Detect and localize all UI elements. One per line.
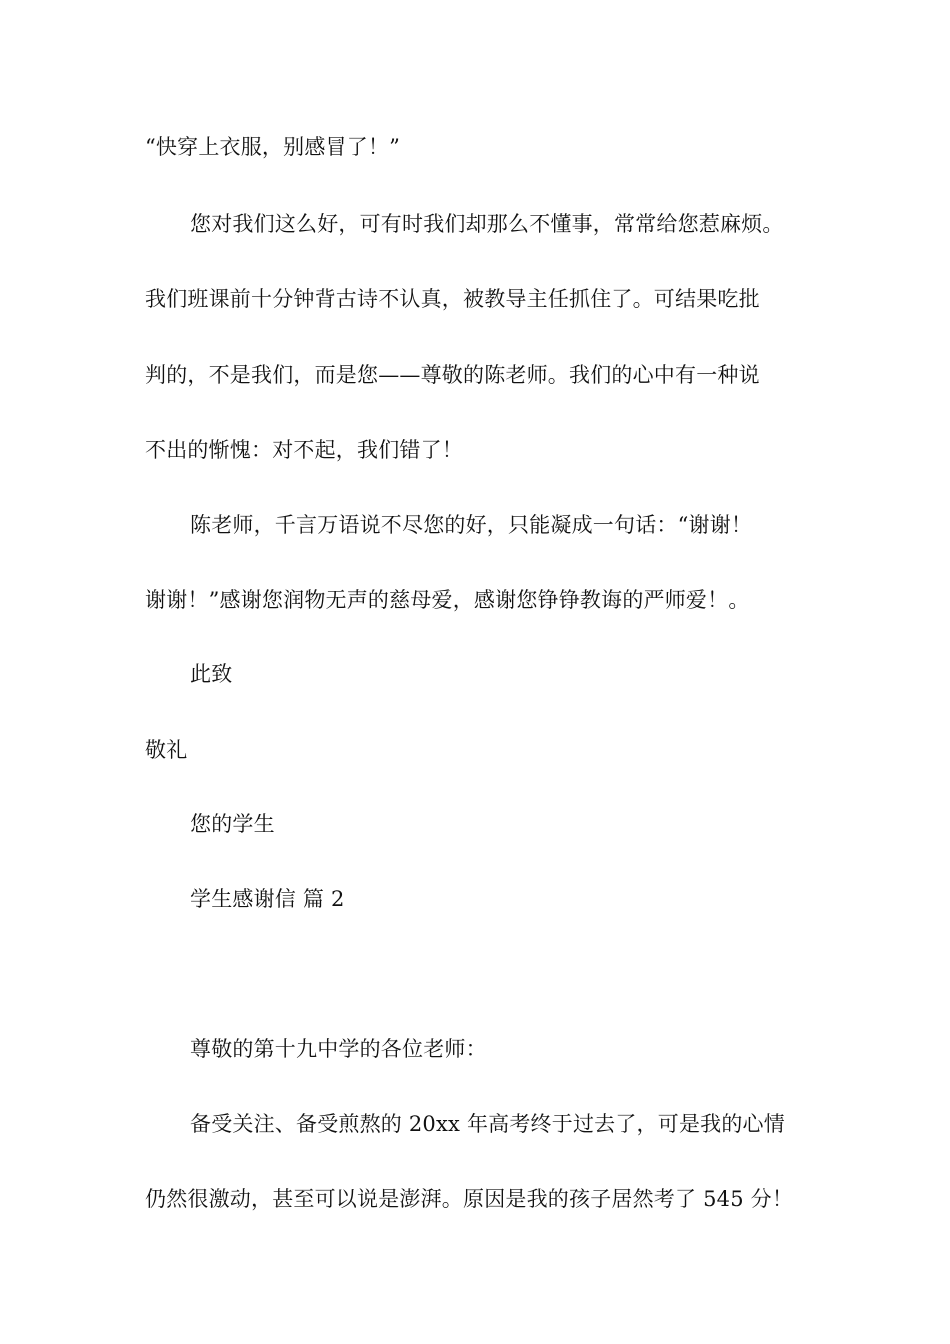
text-line-quote: “快穿上衣服，别感冒了！” (145, 135, 401, 159)
closing-regards: 敬礼 (145, 738, 188, 762)
text-line: 仍然很激动，甚至可以说是澎湃。原因是我的孩子居然考了 545 分！ (145, 1187, 794, 1211)
closing-salutation: 此致 (190, 662, 233, 686)
letter-greeting: 尊敬的第十九中学的各位老师： (190, 1037, 487, 1061)
text-line-paragraph-start: 备受关注、备受煎熬的 20xx 年高考终于过去了，可是我的心情 (190, 1112, 785, 1136)
text-line: 不出的惭愧：对不起，我们错了！ (145, 438, 463, 462)
text-line: 我们班课前十分钟背古诗不认真，被教导主任抓住了。可结果吃批 (145, 287, 760, 311)
section-heading: 学生感谢信 篇 2 (190, 887, 345, 911)
text-line: 谢谢！”感谢您润物无声的慈母爱，感谢您铮铮教诲的严师爱！。 (145, 588, 750, 612)
signature-line: 您的学生 (190, 812, 275, 836)
text-line: 判的，不是我们，而是您——尊敬的陈老师。我们的心中有一种说 (145, 363, 760, 387)
text-line-paragraph-start: 您对我们这么好，可有时我们却那么不懂事，常常给您惹麻烦。 (190, 212, 784, 236)
text-line-paragraph-start: 陈老师，千言万语说不尽您的好，只能凝成一句话：“谢谢！ (190, 513, 753, 537)
